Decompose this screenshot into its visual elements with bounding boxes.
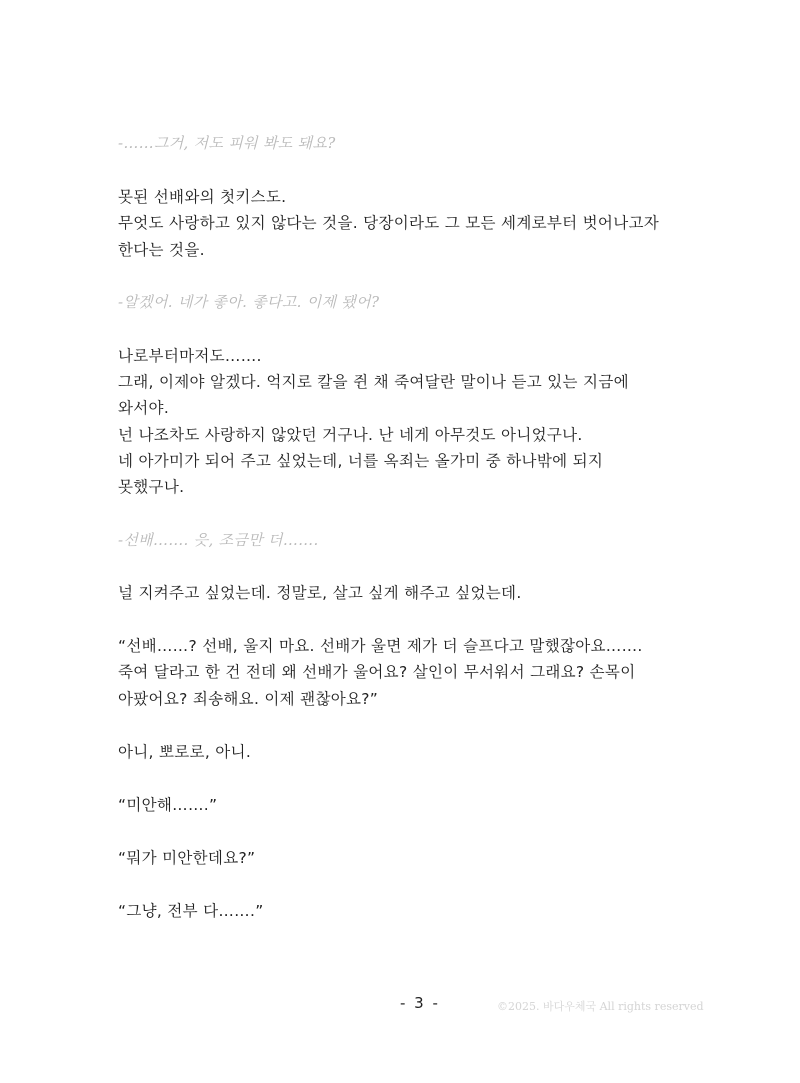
dialogue-line: “그냥, 전부 다…….” xyxy=(118,902,264,920)
narration-line: 넌 나조차도 사랑하지 않았던 거구나. 난 네게 아무것도 아니었구나. xyxy=(118,426,583,444)
narration-line: 못했구나. xyxy=(118,478,185,496)
dialogue-line: 아팠어요? 죄송해요. 이제 괜찮아요?” xyxy=(118,690,379,708)
narration-line: 한다는 것을. xyxy=(118,241,205,259)
narration-line: 와서야. xyxy=(118,399,170,417)
dialogue-line: “미안해…….” xyxy=(118,796,218,814)
recalled-dialogue-line: -……그거, 저도 피워 봐도 돼요? xyxy=(118,134,336,152)
dialogue-line: “선배……? 선배, 울지 마요. 선배가 울면 제가 더 슬프다고 말했잖아요……. xyxy=(118,637,643,655)
narration-line: 무엇도 사랑하고 있지 않다는 것을. 당장이라도 그 모든 세계로부터 벗어나고자 xyxy=(118,214,660,232)
narration-line: 나로부터마저도……. xyxy=(118,347,262,365)
page-number: - 3 - xyxy=(400,994,440,1012)
dialogue-line: 죽여 달라고 한 건 전데 왜 선배가 울어요? 살인이 무서워서 그래요? 손목이 xyxy=(118,663,636,681)
dialogue-line: “뭐가 미안한데요?” xyxy=(118,849,256,867)
recalled-dialogue-line: -알겠어. 네가 좋아. 좋다고. 이제 됐어? xyxy=(118,293,380,311)
recalled-dialogue-line: -선배……. 읏, 조금만 더……. xyxy=(118,531,319,549)
narration-line: 아니, 뽀로로, 아니. xyxy=(118,743,252,761)
narration-line: 그래, 이제야 알겠다. 억지로 칼을 쥔 채 죽여달란 말이나 듣고 있는 지금에 xyxy=(118,373,629,391)
narration-line: 못된 선배와의 첫키스도. xyxy=(118,188,287,206)
narration-line: 널 지켜주고 싶었는데. 정말로, 살고 싶게 해주고 싶었는데. xyxy=(118,584,522,602)
narration-line: 네 아가미가 되어 주고 싶었는데, 너를 옥죄는 올가미 중 하나밖에 되지 xyxy=(118,452,604,470)
copyright-notice: ©2025. 바다우체국 All rights reserved xyxy=(497,1000,704,1013)
